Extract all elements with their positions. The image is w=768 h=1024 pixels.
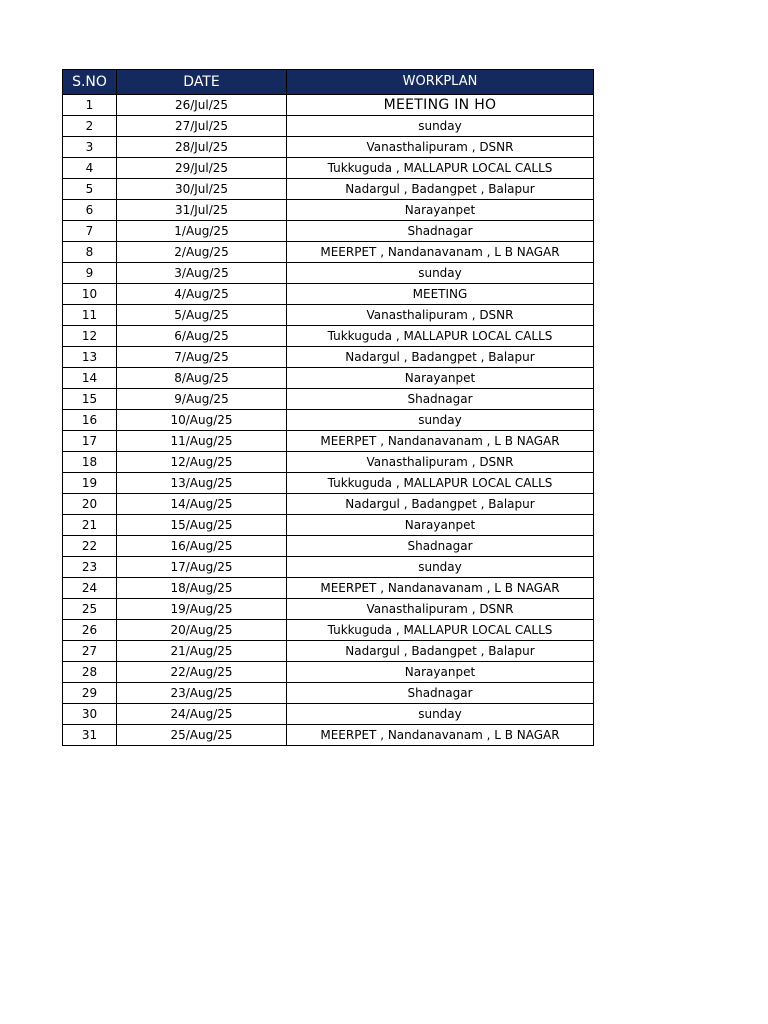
cell-date[interactable]: 31/Jul/25 <box>117 200 287 221</box>
cell-workplan[interactable]: Shadnagar <box>287 683 594 704</box>
cell-workplan[interactable]: Narayanpet <box>287 368 594 389</box>
cell-sno[interactable]: 10 <box>63 284 117 305</box>
cell-date[interactable]: 3/Aug/25 <box>117 263 287 284</box>
cell-date[interactable]: 24/Aug/25 <box>117 704 287 725</box>
cell-sno[interactable]: 20 <box>63 494 117 515</box>
cell-workplan[interactable]: Tukkuguda , MALLAPUR LOCAL CALLS <box>287 473 594 494</box>
cell-workplan[interactable]: Vanasthalipuram , DSNR <box>287 137 594 158</box>
cell-date[interactable]: 29/Jul/25 <box>117 158 287 179</box>
cell-date[interactable]: 13/Aug/25 <box>117 473 287 494</box>
cell-date[interactable]: 17/Aug/25 <box>117 557 287 578</box>
cell-sno[interactable]: 30 <box>63 704 117 725</box>
cell-date[interactable]: 19/Aug/25 <box>117 599 287 620</box>
cell-workplan[interactable]: sunday <box>287 116 594 137</box>
cell-workplan[interactable]: sunday <box>287 704 594 725</box>
cell-sno[interactable]: 24 <box>63 578 117 599</box>
cell-workplan[interactable]: Vanasthalipuram , DSNR <box>287 452 594 473</box>
table-row <box>63 662 594 683</box>
cell-workplan[interactable]: MEERPET , Nandanavanam , L B NAGAR <box>287 725 594 746</box>
cell-workplan[interactable]: Vanasthalipuram , DSNR <box>287 599 594 620</box>
cell-workplan[interactable]: Shadnagar <box>287 536 594 557</box>
table-row <box>63 704 594 725</box>
cell-sno[interactable]: 11 <box>63 305 117 326</box>
table-row <box>63 620 594 641</box>
table-row <box>63 473 594 494</box>
table-row <box>63 578 594 599</box>
cell-date[interactable]: 12/Aug/25 <box>117 452 287 473</box>
cell-workplan[interactable]: Nadargul , Badangpet , Balapur <box>287 494 594 515</box>
cell-sno[interactable]: 6 <box>63 200 117 221</box>
cell-date[interactable]: 18/Aug/25 <box>117 578 287 599</box>
cell-workplan[interactable]: Nadargul , Badangpet , Balapur <box>287 641 594 662</box>
cell-workplan[interactable]: Narayanpet <box>287 515 594 536</box>
table-row <box>63 368 594 389</box>
table-row <box>63 326 594 347</box>
cell-date[interactable]: 20/Aug/25 <box>117 620 287 641</box>
cell-sno[interactable]: 22 <box>63 536 117 557</box>
cell-sno[interactable]: 15 <box>63 389 117 410</box>
table-row <box>63 431 594 452</box>
cell-sno[interactable]: 4 <box>63 158 117 179</box>
table-row <box>63 683 594 704</box>
table-row <box>63 116 594 137</box>
table-row <box>63 389 594 410</box>
cell-sno[interactable]: 27 <box>63 641 117 662</box>
cell-sno[interactable]: 2 <box>63 116 117 137</box>
column-header-date[interactable]: DATE <box>117 70 287 95</box>
cell-sno[interactable]: 25 <box>63 599 117 620</box>
cell-sno[interactable]: 8 <box>63 242 117 263</box>
table-row <box>63 284 594 305</box>
table-row <box>63 158 594 179</box>
cell-date[interactable]: 27/Jul/25 <box>117 116 287 137</box>
cell-workplan[interactable]: Shadnagar <box>287 221 594 242</box>
table-row <box>63 494 594 515</box>
cell-workplan[interactable]: MEERPET , Nandanavanam , L B NAGAR <box>287 578 594 599</box>
table-row <box>63 263 594 284</box>
table-row <box>63 599 594 620</box>
cell-sno[interactable]: 17 <box>63 431 117 452</box>
cell-sno[interactable]: 21 <box>63 515 117 536</box>
cell-date[interactable]: 9/Aug/25 <box>117 389 287 410</box>
cell-date[interactable]: 6/Aug/25 <box>117 326 287 347</box>
header-row <box>63 70 594 95</box>
cell-workplan[interactable]: Vanasthalipuram , DSNR <box>287 305 594 326</box>
cell-workplan[interactable]: sunday <box>287 263 594 284</box>
cell-sno[interactable]: 9 <box>63 263 117 284</box>
table-row <box>63 95 594 116</box>
cell-sno[interactable]: 29 <box>63 683 117 704</box>
cell-date[interactable]: 15/Aug/25 <box>117 515 287 536</box>
cell-sno[interactable]: 7 <box>63 221 117 242</box>
cell-workplan[interactable]: MEETING <box>287 284 594 305</box>
table-row <box>63 242 594 263</box>
cell-sno[interactable]: 26 <box>63 620 117 641</box>
cell-workplan[interactable]: Nadargul , Badangpet , Balapur <box>287 347 594 368</box>
cell-date[interactable]: 5/Aug/25 <box>117 305 287 326</box>
cell-date[interactable]: 10/Aug/25 <box>117 410 287 431</box>
cell-sno[interactable]: 28 <box>63 662 117 683</box>
cell-date[interactable]: 21/Aug/25 <box>117 641 287 662</box>
table-body <box>63 95 594 746</box>
cell-workplan[interactable]: MEETING IN HO <box>287 95 594 116</box>
table-header <box>63 70 594 95</box>
cell-date[interactable]: 7/Aug/25 <box>117 347 287 368</box>
table-row <box>63 515 594 536</box>
cell-workplan[interactable]: MEERPET , Nandanavanam , L B NAGAR <box>287 242 594 263</box>
spreadsheet-page <box>62 69 594 746</box>
cell-workplan[interactable]: Tukkuguda , MALLAPUR LOCAL CALLS <box>287 620 594 641</box>
cell-workplan[interactable]: Shadnagar <box>287 389 594 410</box>
table-row <box>63 137 594 158</box>
cell-workplan[interactable]: Tukkuguda , MALLAPUR LOCAL CALLS <box>287 326 594 347</box>
table-row <box>63 452 594 473</box>
cell-sno[interactable]: 23 <box>63 557 117 578</box>
table-row <box>63 305 594 326</box>
cell-workplan[interactable]: Nadargul , Badangpet , Balapur <box>287 179 594 200</box>
table-row <box>63 536 594 557</box>
cell-date[interactable]: 2/Aug/25 <box>117 242 287 263</box>
cell-sno[interactable]: 12 <box>63 326 117 347</box>
cell-sno[interactable]: 14 <box>63 368 117 389</box>
cell-date[interactable]: 4/Aug/25 <box>117 284 287 305</box>
cell-date[interactable]: 28/Jul/25 <box>117 137 287 158</box>
cell-sno[interactable]: 5 <box>63 179 117 200</box>
cell-date[interactable]: 26/Jul/25 <box>117 95 287 116</box>
cell-workplan[interactable]: sunday <box>287 410 594 431</box>
table-row <box>63 200 594 221</box>
cell-sno[interactable]: 3 <box>63 137 117 158</box>
cell-sno[interactable]: 16 <box>63 410 117 431</box>
cell-sno[interactable]: 19 <box>63 473 117 494</box>
cell-date[interactable]: 14/Aug/25 <box>117 494 287 515</box>
cell-date[interactable]: 8/Aug/25 <box>117 368 287 389</box>
cell-date[interactable]: 22/Aug/25 <box>117 662 287 683</box>
cell-workplan[interactable]: sunday <box>287 557 594 578</box>
cell-date[interactable]: 23/Aug/25 <box>117 683 287 704</box>
column-header-workplan[interactable]: WORKPLAN <box>287 70 594 95</box>
table-row <box>63 221 594 242</box>
cell-sno[interactable]: 18 <box>63 452 117 473</box>
table-row <box>63 725 594 746</box>
table-row <box>63 557 594 578</box>
table-row <box>63 347 594 368</box>
cell-sno[interactable]: 13 <box>63 347 117 368</box>
table-row <box>63 641 594 662</box>
cell-date[interactable]: 16/Aug/25 <box>117 536 287 557</box>
workplan-table <box>62 69 594 746</box>
cell-date[interactable]: 25/Aug/25 <box>117 725 287 746</box>
cell-sno[interactable]: 31 <box>63 725 117 746</box>
cell-date[interactable]: 30/Jul/25 <box>117 179 287 200</box>
column-header-sno[interactable]: S.NO <box>63 70 117 95</box>
cell-workplan[interactable]: Narayanpet <box>287 662 594 683</box>
cell-date[interactable]: 11/Aug/25 <box>117 431 287 452</box>
cell-workplan[interactable]: Tukkuguda , MALLAPUR LOCAL CALLS <box>287 158 594 179</box>
cell-sno[interactable]: 1 <box>63 95 117 116</box>
cell-workplan[interactable]: MEERPET , Nandanavanam , L B NAGAR <box>287 431 594 452</box>
table-row <box>63 410 594 431</box>
cell-date[interactable]: 1/Aug/25 <box>117 221 287 242</box>
table-row <box>63 179 594 200</box>
cell-workplan[interactable]: Narayanpet <box>287 200 594 221</box>
